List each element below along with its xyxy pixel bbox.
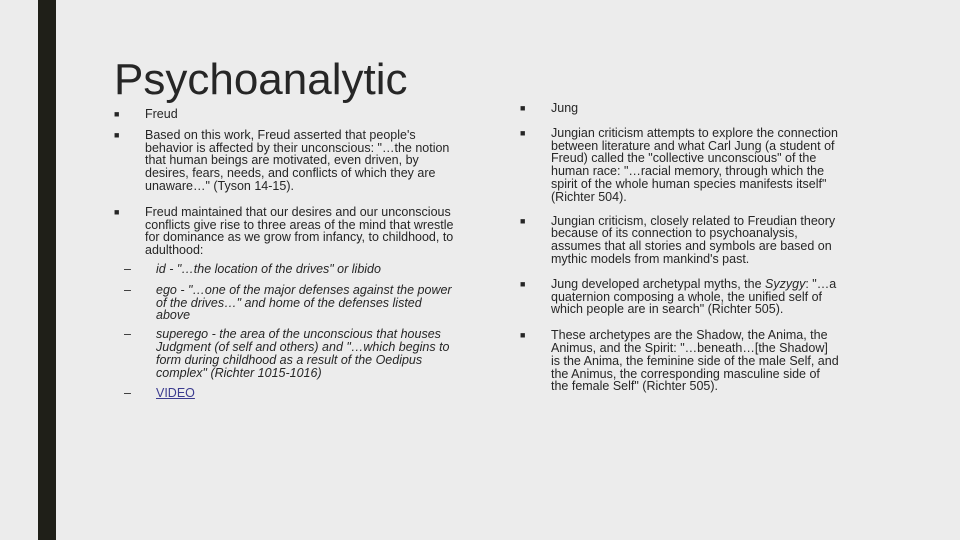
list-item-text: Jungian criticism attempts to explore the connection between literature and what Carl Jung (a student of Freud) called the "collective unconscious" of the human race: "…racial memory, through which the spirit of the whole human species manifests itself" (Richter 504). <box>551 125 838 204</box>
list-item-text: Jung developed archetypal myths, the <box>551 276 766 291</box>
list-item <box>520 278 840 316</box>
bullet-icon: ■ <box>520 215 526 226</box>
list-item-text: Based on this work, Freud asserted that people's behavior is affected by their unconscious: "…the notion that human beings are motivated, even driven, by desires, fears, needs, and conflicts of which they are unaware…" (Tyson 14-15). <box>145 127 450 193</box>
bullet-icon: ■ <box>114 129 120 140</box>
list-item <box>114 108 459 121</box>
list-item-text: Jungian criticism, closely related to Freudian theory because of its connection to psychoanalysis, assumes that all stories and symbols are based on mythic models from mankind's past. <box>551 213 836 266</box>
sub-item-superego <box>114 328 459 379</box>
sub-item-text: ego - "…one of the major defenses against the power of the drives…" and home of the defenses listed above <box>156 282 452 323</box>
left-column <box>114 108 459 400</box>
list-item-text: These archetypes are the Shadow, the Anima, the Animus, and the Spirit: "…beneath…[the Shadow] is the Anima, the feminine side of the male Self, and the Animus, the corresponding masculine side of the female Self" (Richter 505). <box>551 328 839 394</box>
bullet-icon: ■ <box>520 103 526 113</box>
sub-item-id <box>114 263 459 276</box>
list-item <box>520 127 840 204</box>
video-link[interactable]: VIDEO <box>156 386 195 401</box>
accent-bar <box>38 0 56 540</box>
list-item <box>114 129 459 193</box>
dash-icon: – <box>124 282 131 297</box>
list-item-text: Freud <box>145 107 178 121</box>
bullet-icon: ■ <box>520 330 526 341</box>
sub-item-text: superego - the area of the unconscious that houses Judgment (of self and others) and "…which begins to form during childhood as a result of the Oedipus complex" (Richter 1015-1016) <box>156 327 450 380</box>
bullet-icon: ■ <box>520 127 526 138</box>
dash-icon: – <box>124 261 131 276</box>
list-item <box>520 102 840 115</box>
syzygy-term: Syzygy <box>765 276 806 291</box>
dash-icon: – <box>124 386 131 401</box>
sub-item-text: id - "…the location of the drives" or libido <box>156 261 381 276</box>
bullet-icon: ■ <box>114 109 120 119</box>
slide-title: Psychoanalytic <box>114 55 408 104</box>
bullet-icon: ■ <box>520 278 526 289</box>
sub-item-video <box>114 387 459 400</box>
list-item-text: Jung <box>551 101 579 115</box>
list-item <box>520 215 840 266</box>
list-item-text-rest: : "…a quaternion composing a whole, the unified self of which people are in search" (Richter 505). <box>551 276 837 317</box>
sub-item-ego <box>114 284 459 322</box>
list-item-text: Freud maintained that our desires and our unconscious conflicts give rise to three areas of the mind that wrestle for dominance as we grow from infancy, to childhood, to adulthood: <box>145 204 454 258</box>
list-item <box>520 329 840 393</box>
right-column <box>520 102 840 393</box>
dash-icon: – <box>124 327 131 342</box>
bullet-icon: ■ <box>114 206 120 217</box>
list-item <box>114 206 459 257</box>
